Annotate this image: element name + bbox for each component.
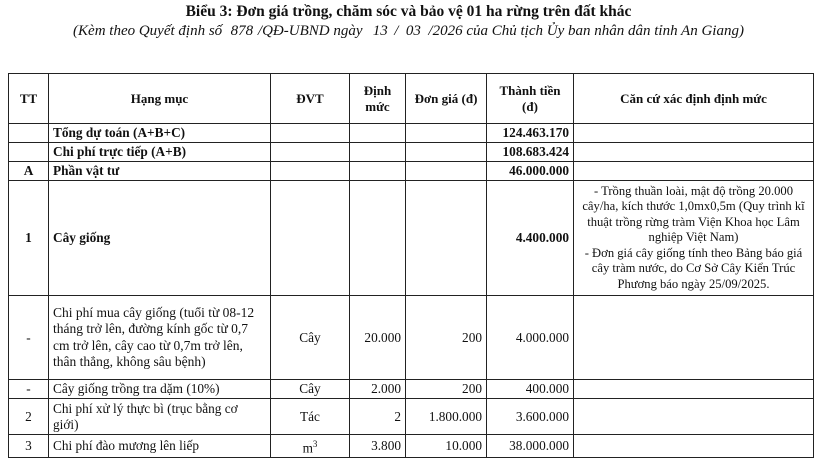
cell-norm: 3.800 [350, 435, 406, 458]
cell-amount: 400.000 [487, 380, 574, 399]
cell-amount: 108.683.424 [487, 143, 574, 162]
cell-amount: 46.000.000 [487, 162, 574, 181]
cell-price [406, 143, 487, 162]
cell-item: Cây giống trồng tra dặm (10%) [49, 380, 271, 399]
cell-price: 200 [406, 380, 487, 399]
cell-amount: 4.400.000 [487, 181, 574, 296]
table-row [9, 380, 814, 399]
cell-item: Chi phí trực tiếp (A+B) [49, 143, 271, 162]
cell-basis [574, 143, 814, 162]
cell-amount: 4.000.000 [487, 296, 574, 380]
cell-price: 200 [406, 296, 487, 380]
table-row [9, 399, 814, 435]
col-header-tt: TT [9, 74, 49, 124]
basis-note-density: - Trồng thuần loài, mật độ trồng 20.000 cây/ha, kích thước 1,0mx0,5m (Quy trình kĩ thuật trồng rừng tràm Viện Khoa học Lâm nghiệp Việt Nam) [582, 183, 805, 245]
col-header-unit: ĐVT [271, 74, 350, 124]
cell-tt: 2 [9, 399, 49, 435]
subtitle-mid: /QĐ-UBND ngày [257, 23, 363, 39]
cost-table [8, 73, 814, 458]
cell-unit [271, 162, 350, 181]
decision-number: 878 [230, 23, 254, 39]
table-header-row [9, 74, 814, 124]
cell-tt [9, 143, 49, 162]
cell-tt: 3 [9, 435, 49, 458]
table-row [9, 181, 814, 296]
cell-item: Tổng dự toán (A+B+C) [49, 124, 271, 143]
cell-unit: Tác [271, 399, 350, 435]
cell-norm [350, 124, 406, 143]
cell-price: 10.000 [406, 435, 487, 458]
cell-basis [574, 435, 814, 458]
cell-norm: 20.000 [350, 296, 406, 380]
cell-unit [271, 124, 350, 143]
col-header-price: Đơn giá (đ) [406, 74, 487, 124]
col-header-basis: Căn cứ xác định định mức [574, 74, 814, 124]
cell-tt: - [9, 296, 49, 380]
cell-norm [350, 162, 406, 181]
cell-item: Chi phí mua cây giống (tuổi từ 08-12 tháng trở lên, đường kính gốc từ 0,7 cm trở lên, cây cao từ 0,7m trở lên, thân thẳng, không sâu bệnh) [49, 296, 271, 380]
cell-tt: A [9, 162, 49, 181]
table-row [9, 124, 814, 143]
cell-price [406, 162, 487, 181]
subtitle-suffix: /2026 của Chủ tịch Ủy ban nhân dân tỉnh An Giang) [428, 23, 744, 39]
cell-basis [574, 162, 814, 181]
cell-amount: 124.463.170 [487, 124, 574, 143]
cell-amount: 3.600.000 [487, 399, 574, 435]
col-header-item: Hạng mục [49, 74, 271, 124]
cell-unit [271, 143, 350, 162]
cell-basis [574, 124, 814, 143]
cell-price [406, 124, 487, 143]
col-header-amount: Thành tiền (đ) [487, 74, 574, 124]
document-title: Biểu 3: Đơn giá trồng, chăm sóc và bảo vệ 01 ha rừng trên đất khác [185, 3, 632, 20]
cell-basis [574, 296, 814, 380]
unit-superscript: 3 [312, 439, 318, 449]
cell-item: Phần vật tư [49, 162, 271, 181]
unit-text: m [302, 440, 313, 456]
cell-tt: - [9, 380, 49, 399]
col-header-norm: Định mức [350, 74, 406, 124]
cell-item: Cây giống [49, 181, 271, 296]
cell-item: Chi phí xử lý thực bì (trục bằng cơ giới) [49, 399, 271, 435]
table-row [9, 296, 814, 380]
decision-month: 03 [405, 23, 421, 39]
cell-unit: Cây [271, 296, 350, 380]
date-slash: / [394, 23, 399, 39]
cell-basis [574, 380, 814, 399]
table-row [9, 162, 814, 181]
cell-item: Chi phí đào mương lên liếp [49, 435, 271, 458]
basis-note-price-source: - Đơn giá cây giống tính theo Bảng báo giá cây tràm nước, do Cơ Sở Cây Kiển Trúc Phương báo ngày 25/09/2025. [584, 245, 803, 291]
cell-price [406, 181, 487, 296]
cell-amount: 38.000.000 [487, 435, 574, 458]
document-subtitle [0, 22, 817, 40]
cell-norm [350, 143, 406, 162]
subtitle-prefix: (Kèm theo Quyết định số [73, 23, 223, 39]
cell-norm: 2.000 [350, 380, 406, 399]
cell-basis [574, 181, 814, 296]
cell-unit [271, 181, 350, 296]
cell-tt: 1 [9, 181, 49, 296]
decision-day: 13 [372, 23, 388, 39]
cell-basis [574, 399, 814, 435]
cell-price: 1.800.000 [406, 399, 487, 435]
cell-tt [9, 124, 49, 143]
table-row [9, 143, 814, 162]
cell-norm [350, 181, 406, 296]
cell-unit: Cây [271, 380, 350, 399]
table-row [9, 435, 814, 458]
cell-norm: 2 [350, 399, 406, 435]
cell-unit [271, 435, 350, 458]
